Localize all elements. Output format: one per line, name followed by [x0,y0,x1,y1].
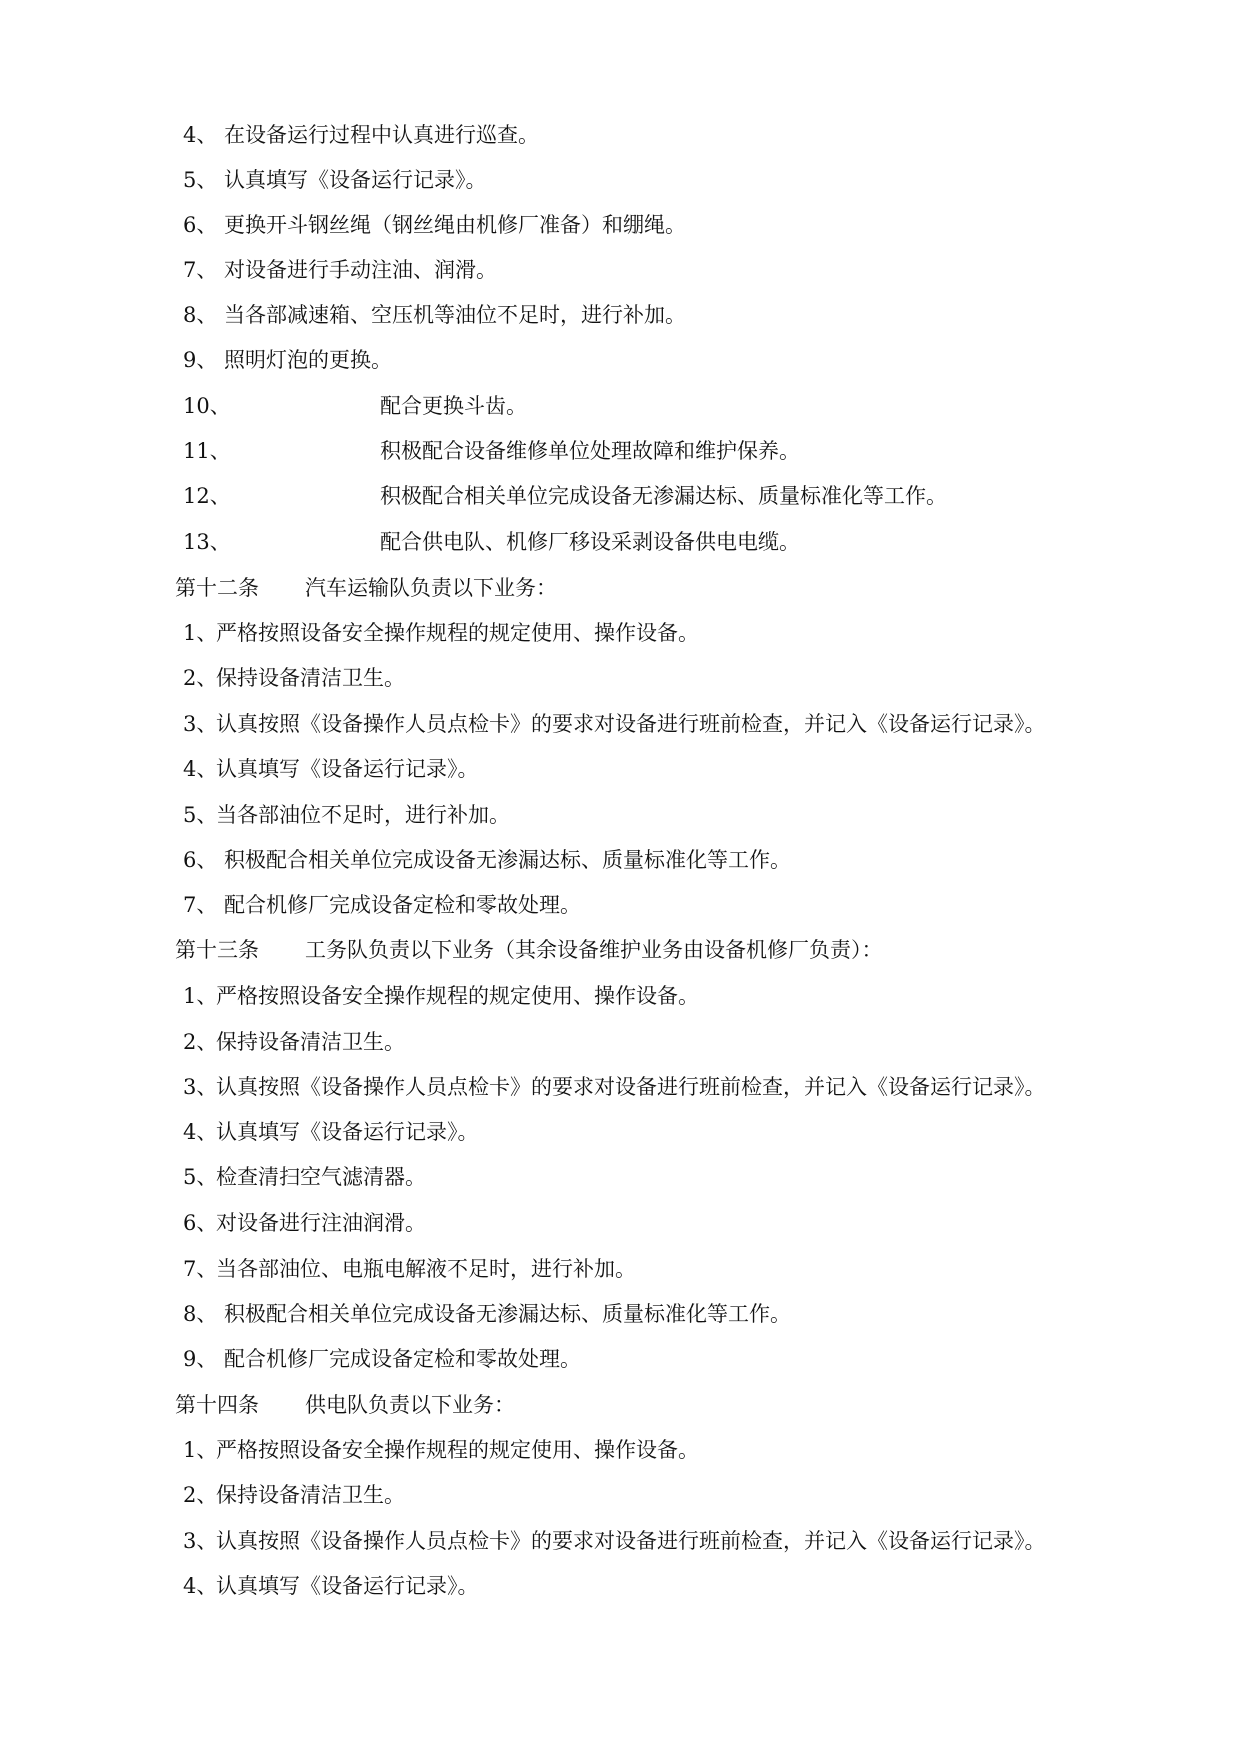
item-text: 对设备进行注油润滑。 [216,1211,426,1235]
item-number: 1、 [183,984,218,1008]
item-text: 严格按照设备安全操作规程的规定使用、操作设备。 [216,1438,699,1462]
item-text: 严格按照设备安全操作规程的规定使用、操作设备。 [216,984,699,1008]
item-number: 3、 [183,712,218,736]
item-number: 9、 [183,348,218,372]
article-title: 供电队负责以下业务： [305,1393,515,1417]
item-text: 更换开斗钢丝绳（钢丝绳由机修厂准备）和绷绳。 [224,213,686,237]
item-number: 9、 [183,1347,218,1371]
item-number: 6、 [183,1211,218,1235]
item-text: 认真填写《设备运行记录》。 [224,168,487,192]
article-number: 第十四条 [175,1393,259,1417]
item-number: 2、 [183,666,218,690]
item-number: 4、 [183,1574,218,1598]
article-title: 汽车运输队负责以下业务： [305,576,557,600]
item-number: 1、 [183,1438,218,1462]
item-text: 配合更换斗齿。 [380,394,527,418]
item-number: 5、 [183,803,218,827]
item-number: 6、 [183,848,218,872]
article-number: 第十二条 [175,576,259,600]
item-text: 严格按照设备安全操作规程的规定使用、操作设备。 [216,621,699,645]
item-text: 认真填写《设备运行记录》。 [216,757,479,781]
item-text: 保持设备清洁卫生。 [216,666,405,690]
item-number: 2、 [183,1030,218,1054]
item-text: 认真按照《设备操作人员点检卡》的要求对设备进行班前检查，并记入《设备运行记录》。 [216,1075,1046,1099]
item-text: 配合机修厂完成设备定检和零故处理。 [224,1347,581,1371]
item-text: 在设备运行过程中认真进行巡查。 [224,123,539,147]
item-number: 4、 [183,1120,218,1144]
item-text: 积极配合相关单位完成设备无渗漏达标、质量标准化等工作。 [224,848,791,872]
item-text: 照明灯泡的更换。 [224,348,392,372]
item-number: 13、 [183,530,231,554]
item-text: 检查清扫空气滤清器。 [216,1165,426,1189]
item-number: 2、 [183,1483,218,1507]
item-number: 12、 [183,484,231,508]
item-number: 1、 [183,621,218,645]
item-text: 积极配合相关单位完成设备无渗漏达标、质量标准化等工作。 [224,1302,791,1326]
item-text: 保持设备清洁卫生。 [216,1483,405,1507]
item-text: 积极配合相关单位完成设备无渗漏达标、质量标准化等工作。 [380,484,947,508]
item-number: 7、 [183,258,218,282]
item-text: 配合机修厂完成设备定检和零故处理。 [224,893,581,917]
item-number: 10、 [183,394,231,418]
item-number: 5、 [183,168,218,192]
item-number: 6、 [183,213,218,237]
item-text: 当各部油位、电瓶电解液不足时，进行补加。 [216,1257,636,1281]
item-number: 8、 [183,303,218,327]
item-number: 7、 [183,893,218,917]
item-text: 保持设备清洁卫生。 [216,1030,405,1054]
item-text: 积极配合设备维修单位处理故障和维护保养。 [380,439,800,463]
article-number: 第十三条 [175,938,259,962]
item-text: 配合供电队、机修厂移设采剥设备供电电缆。 [380,530,800,554]
item-number: 8、 [183,1302,218,1326]
item-number: 3、 [183,1075,218,1099]
item-number: 4、 [183,757,218,781]
item-text: 认真填写《设备运行记录》。 [216,1574,479,1598]
item-text: 认真按照《设备操作人员点检卡》的要求对设备进行班前检查，并记入《设备运行记录》。 [216,712,1046,736]
item-number: 11、 [183,439,231,463]
item-text: 当各部减速箱、空压机等油位不足时，进行补加。 [224,303,686,327]
item-number: 7、 [183,1257,218,1281]
item-number: 3、 [183,1529,218,1553]
item-text: 认真按照《设备操作人员点检卡》的要求对设备进行班前检查，并记入《设备运行记录》。 [216,1529,1046,1553]
item-number: 5、 [183,1165,218,1189]
item-text: 当各部油位不足时，进行补加。 [216,803,510,827]
item-text: 对设备进行手动注油、润滑。 [224,258,497,282]
item-number: 4、 [183,123,218,147]
item-text: 认真填写《设备运行记录》。 [216,1120,479,1144]
article-title: 工务队负责以下业务（其余设备维护业务由设备机修厂负责）： [305,938,883,962]
